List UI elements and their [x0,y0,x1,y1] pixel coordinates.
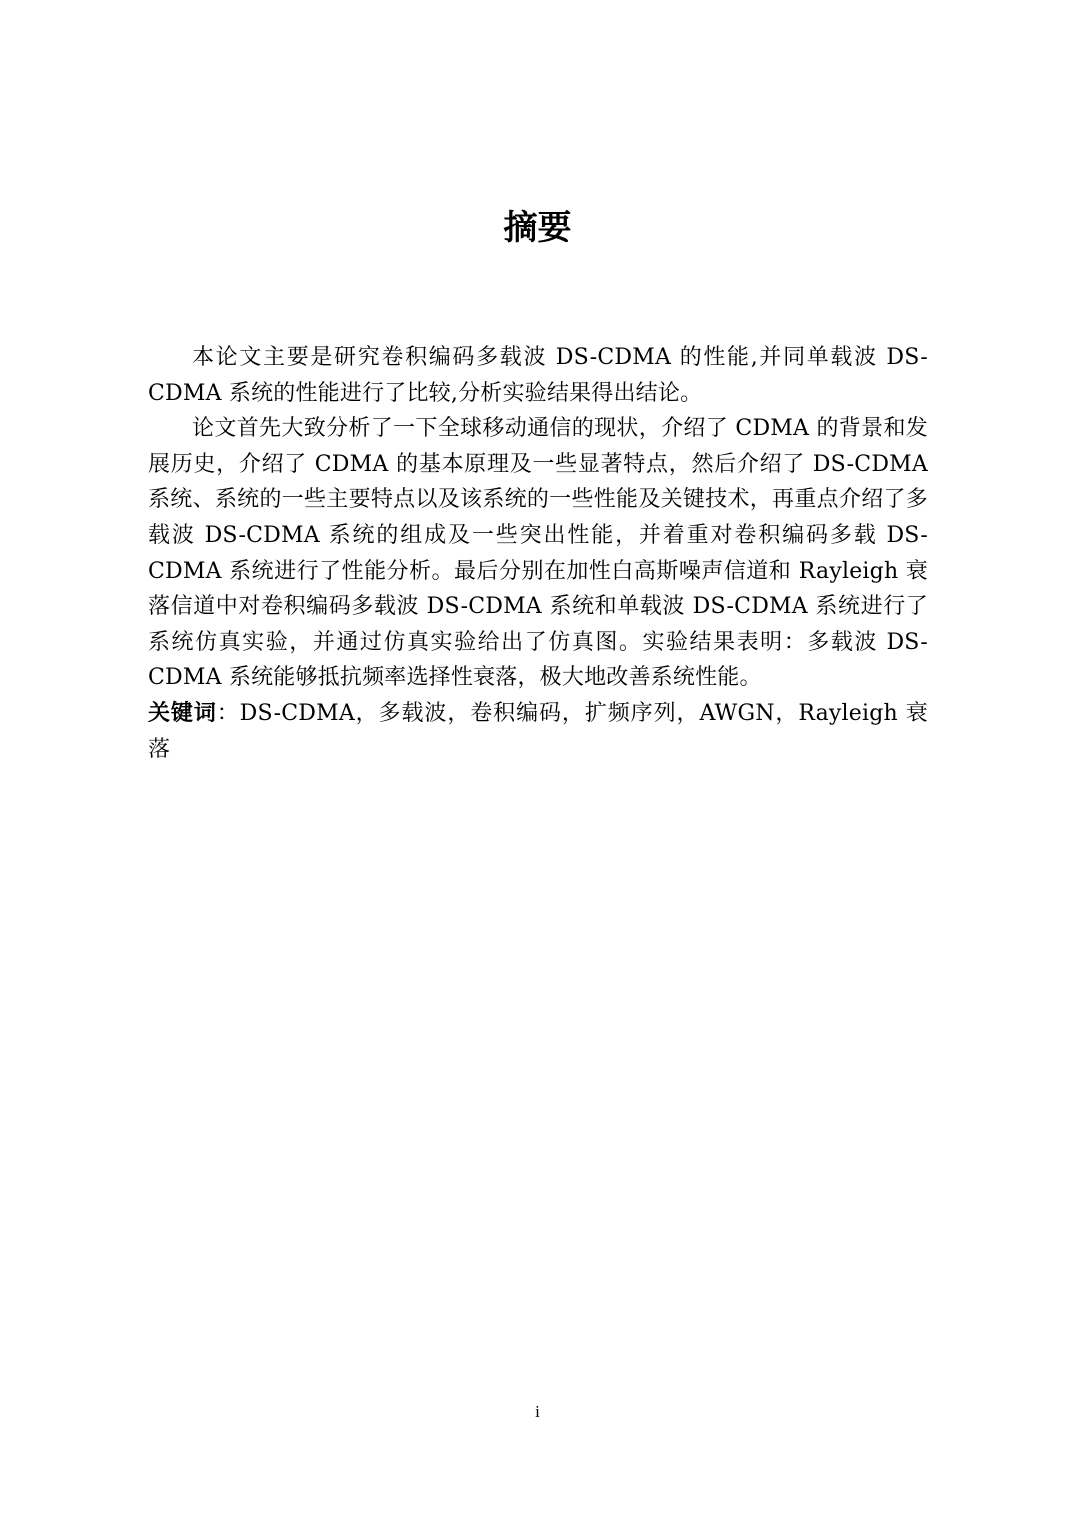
abstract-paragraph-1: 本论文主要是研究卷积编码多载波 DS-CDMA 的性能,并同单载波 DS-CDMA 系统的性能进行了比较,分析实验结果得出结论。 [148,345,928,406]
abstract-body [148,340,928,767]
keywords-text: ：DS-CDMA，多载波，卷积编码，扩频序列，AWGN，Rayleigh 衰落 [148,700,928,762]
page-number: i [535,1402,540,1421]
abstract-paragraph-2: 论文首先大致分析了一下全球移动通信的现状，介绍了 CDMA 的背景和发展历史，介绍了 CDMA 的基本原理及一些显著特点，然后介绍了 DS-CDMA 系统、系统的一些主要特点以及该系统的一些性能及关键技术，再重点介绍了多载波 DS-CDMA 系统的组成及一些突出性能，并着重对卷积编码多载 DS-CDMA 系统进行了性能分析。最后分别在加性白高斯噪声信道和 Rayleigh 衰落信道中对卷积编码多载波 DS-CDMA 系统和单载波 DS-CDMA 系统进行了系统仿真实验，并通过仿真实验给出了仿真图。实验结果表明：多载波 DS-CDMA 系统能够抵抗频率选择性衰落，极大地改善系统性能。 [148,416,928,691]
page-title: 摘要 [503,208,572,248]
keywords-label: 关键词 [148,700,217,726]
keywords-line [148,696,928,767]
